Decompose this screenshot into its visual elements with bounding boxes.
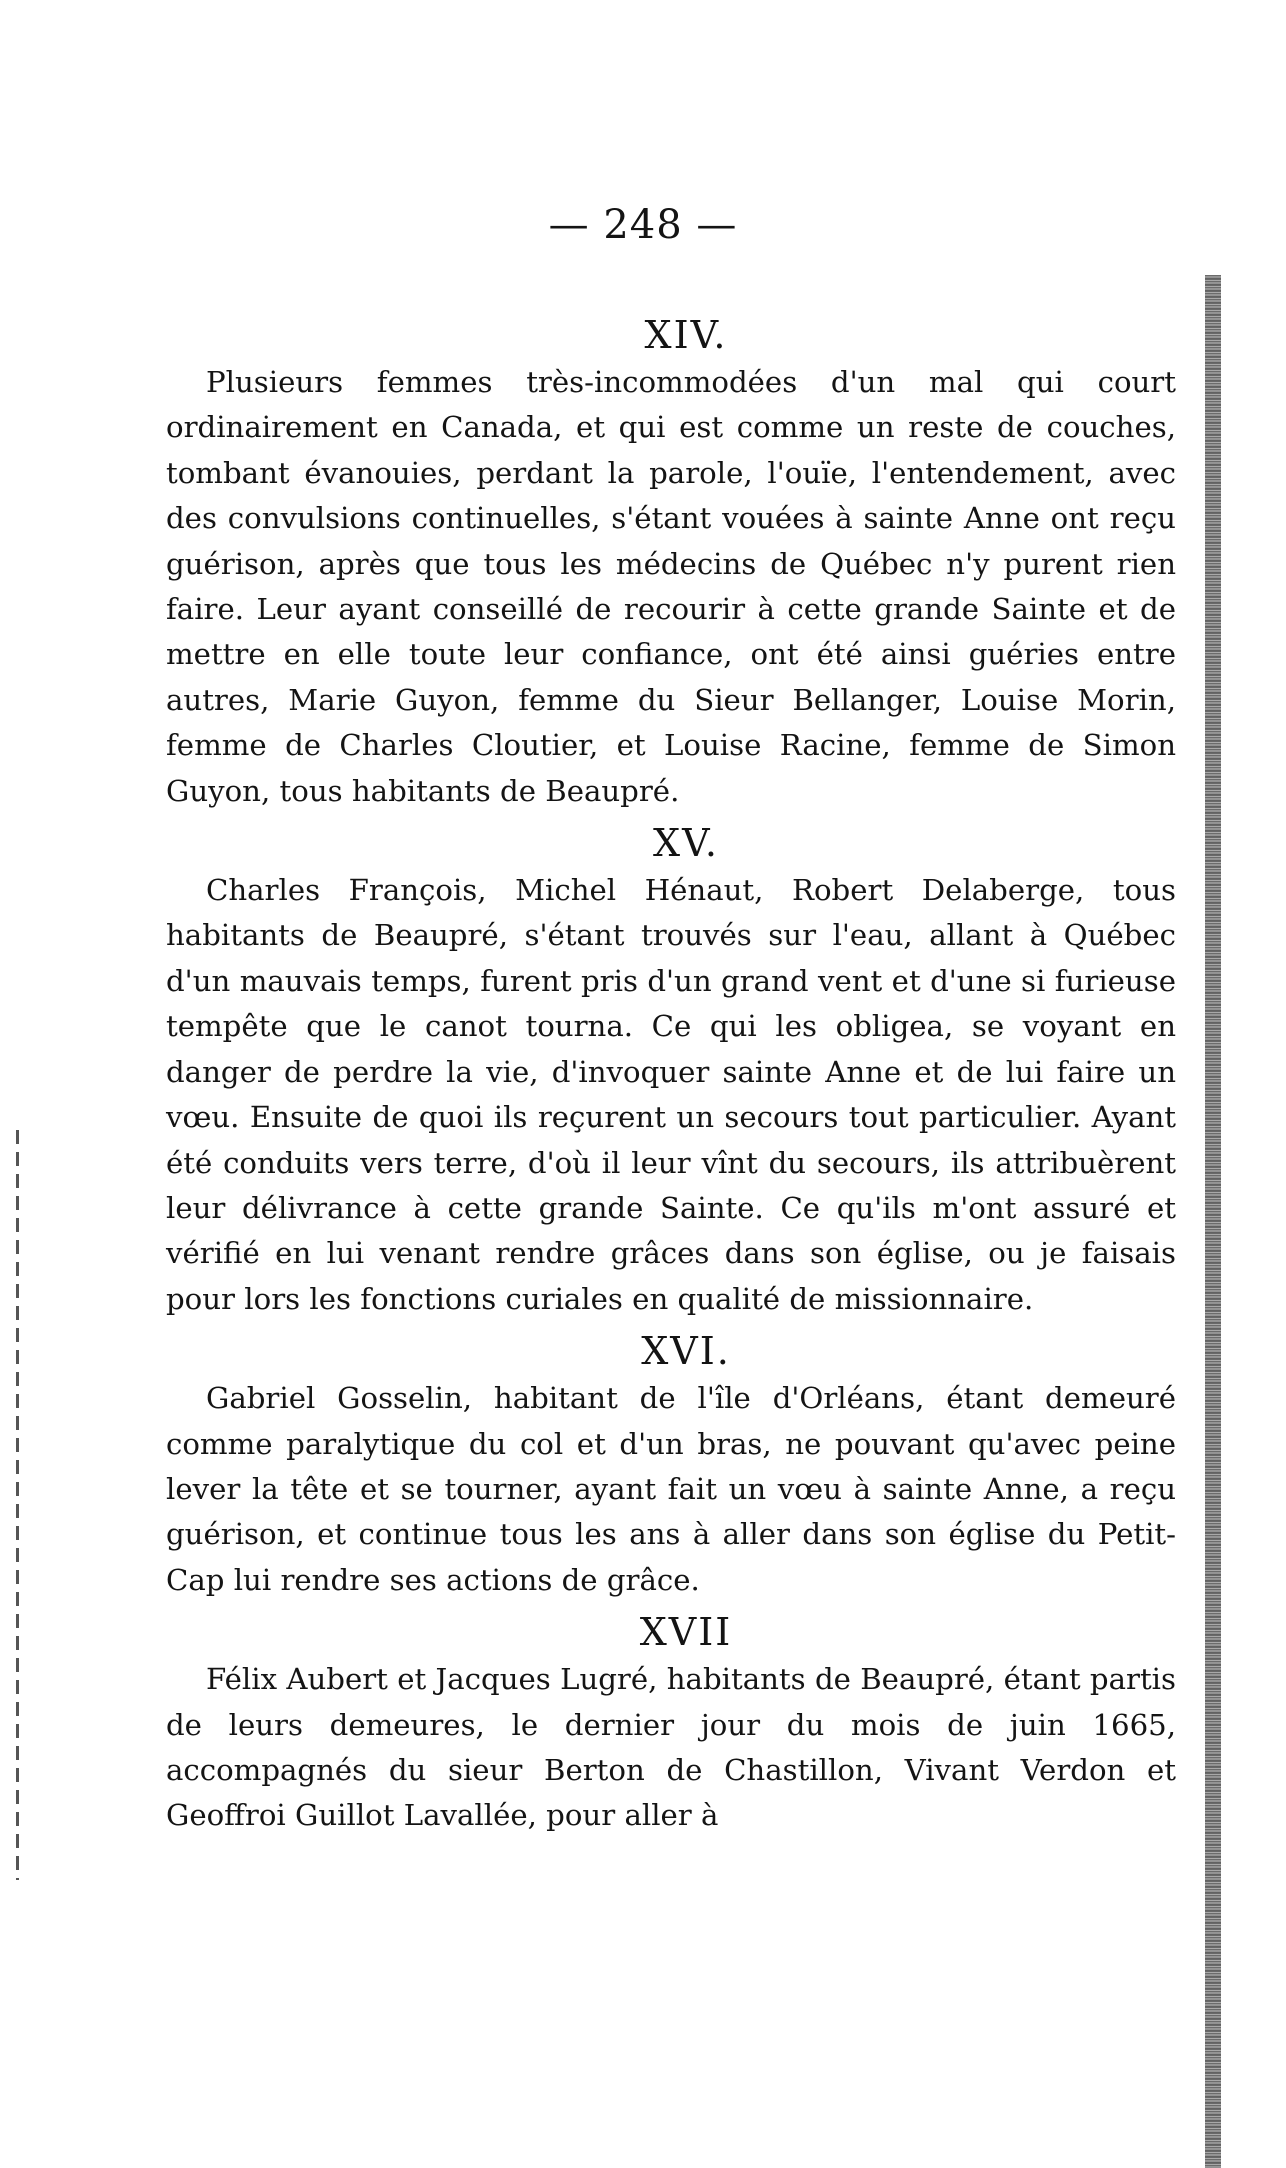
- section-paragraph: Plusieurs femmes très-incommodées d'un mal qui court ordinairement en Canada, et qui est comme un reste de couches, tombant évanouies, perdant la parole, l'ouïe, l'entendement, avec des convulsions continuelles, s'étant vouées à sainte Anne ont reçu guérison, après que tous les médecins de Québec n'y purent rien faire. Leur ayant conseillé de recourir à cette grande Sainte et de mettre en elle toute leur confiance, ont été ainsi guéries entre autres, Marie Guyon, femme du Sieur Bellanger, Louise Morin, femme de Charles Cloutier, et Louise Racine, femme de Simon Guyon, tous habitants de Beaupré.: [166, 365, 1176, 808]
- section-paragraph: Gabriel Gosselin, habitant de l'île d'Orléans, étant demeuré comme paralytique du col et d'un bras, ne pouvant qu'avec peine lever la tête et se tourner, ayant fait un vœu à sainte Anne, a reçu guérison, et continue tous les ans à aller dans son église du Petit-Cap lui rendre ses actions de grâce.: [166, 1381, 1176, 1597]
- text-block: [166, 310, 1176, 1843]
- section-paragraph: Félix Aubert et Jacques Lugré, habitants de Beaupré, étant partis de leurs demeures, le dernier jour du mois de juin 1665, accompagnés du sieur Berton de Chastillon, Vivant Verdon et Geoffroi Guillot Lavallée, pour aller à: [166, 1662, 1176, 1833]
- page-binding-edge: [1205, 275, 1221, 2168]
- section-heading: XVII: [639, 1610, 733, 1655]
- section-xiv: [166, 310, 1176, 814]
- section-paragraph: Charles François, Michel Hénaut, Robert Delaberge, tous habitants de Beaupré, s'étant trouvés sur l'eau, allant à Québec d'un mauvais temps, furent pris d'un grand vent et d'une si furieuse tempête que le canot tourna. Ce qui les obligea, se voyant en danger de perdre la vie, d'invoquer sainte Anne et de lui faire un vœu. Ensuite de quoi ils reçurent un secours tout particulier. Ayant été conduits vers terre, d'où il leur vînt du secours, ils attribuèrent leur délivrance à cette grande Sainte. Ce qu'ils m'ont assuré et vérifié en lui venant rendre grâces dans son église, ou je faisais pour lors les fonctions curiales en qualité de missionnaire.: [166, 873, 1176, 1316]
- section-xv: [166, 818, 1176, 1322]
- section-xvi: [166, 1326, 1176, 1603]
- section-heading: XV.: [653, 821, 719, 866]
- section-heading: XIV.: [644, 313, 728, 357]
- left-margin-mark: [16, 1130, 19, 1880]
- page-number: — 248 —: [548, 202, 738, 248]
- section-xvii: [166, 1607, 1176, 1839]
- section-heading: XVI.: [641, 1329, 731, 1374]
